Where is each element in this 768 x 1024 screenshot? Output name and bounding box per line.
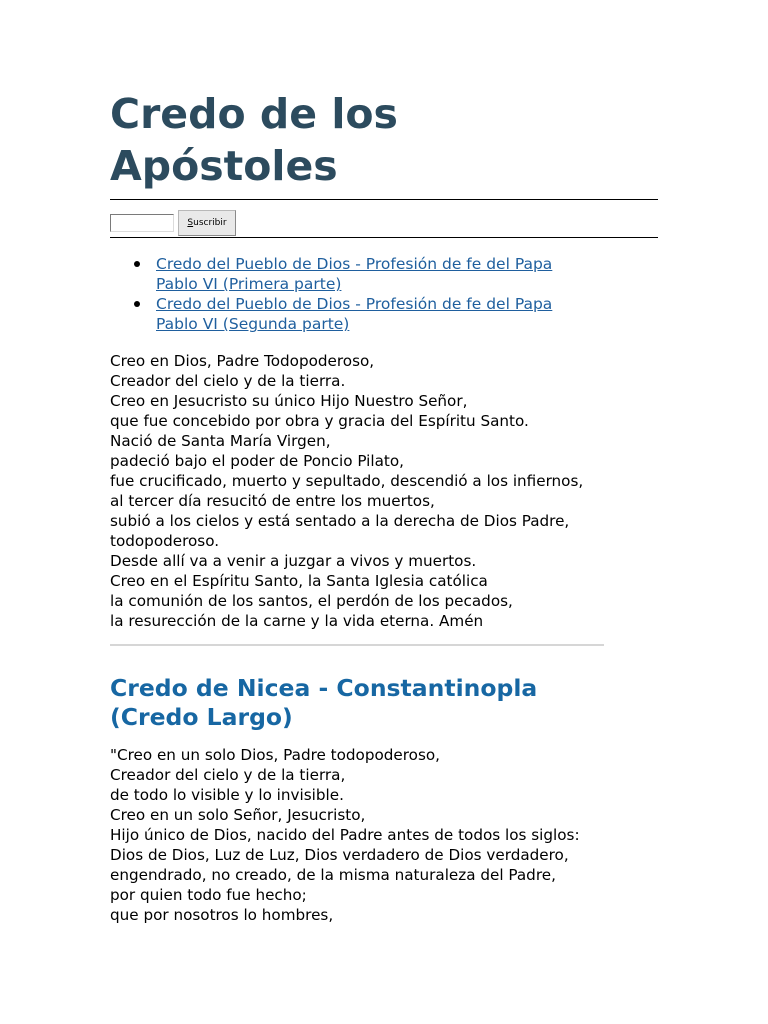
- creed-line: subió a los cielos y está sentado a la derecha de Dios Padre,: [110, 512, 570, 530]
- creed-line: "Creo en un solo Dios, Padre todopoderoso,: [110, 746, 440, 764]
- subscribe-email-input[interactable]: [110, 214, 174, 232]
- link-credo-pueblo-dios-primera[interactable]: [156, 255, 552, 293]
- creed-line: engendrado, no creado, de la misma naturaleza del Padre,: [110, 866, 556, 884]
- creed-line: Creador del cielo y de la tierra.: [110, 372, 346, 390]
- creed-line: padeció bajo el poder de Poncio Pilato,: [110, 452, 404, 470]
- subscribe-button-label: uscribir: [193, 218, 227, 228]
- section-separator: [110, 644, 604, 646]
- apostles-creed-text: [110, 351, 670, 631]
- creed-line: Creo en Jesucristo su único Hijo Nuestro Señor,: [110, 392, 468, 410]
- link-line-1: Credo del Pueblo de Dios - Profesión de fe del Papa: [156, 255, 553, 273]
- creed-line: que por nosotros lo hombres,: [110, 906, 334, 924]
- heading-line-1: Credo de Nicea - Constantinopla: [110, 674, 538, 702]
- creed-line: por quien todo fue hecho;: [110, 886, 307, 904]
- subscribe-button[interactable]: [178, 210, 236, 236]
- page-title-line-1: Credo de los: [110, 90, 398, 138]
- creed-line: al tercer día resucitó de entre los muertos,: [110, 492, 435, 510]
- related-links-list: [110, 254, 676, 334]
- creed-line: la resurección de la carne y la vida eterna. Amén: [110, 612, 484, 630]
- related-link-item: [156, 254, 676, 294]
- creed-line: fue crucificado, muerto y sepultado, descendió a los infiernos,: [110, 472, 584, 490]
- creed-line: Hijo único de Dios, nacido del Padre antes de todos los siglos:: [110, 826, 580, 844]
- heading-line-2: (Credo Largo): [110, 703, 293, 731]
- bullet-icon: [134, 261, 140, 267]
- creed-line: Creo en un solo Señor, Jesucristo,: [110, 806, 366, 824]
- bullet-icon: [134, 301, 140, 307]
- page-title-line-2: Apóstoles: [110, 142, 338, 190]
- creed-line: Creo en Dios, Padre Todopoderoso,: [110, 352, 375, 370]
- subscribe-button-accesskey: S: [187, 218, 194, 228]
- nicene-creed-text: [110, 745, 670, 925]
- creed-line: Dios de Dios, Luz de Luz, Dios verdadero de Dios verdadero,: [110, 846, 569, 864]
- creed-line: todopoderoso.: [110, 532, 220, 550]
- creed-line: de todo lo visible y lo invisible.: [110, 786, 344, 804]
- link-line-2: Pablo VI (Segunda parte): [156, 315, 350, 333]
- creed-line: Desde allí va a venir a juzgar a vivos y muertos.: [110, 552, 477, 570]
- link-line-2: Pablo VI (Primera parte): [156, 275, 342, 293]
- creed-line: Nació de Santa María Virgen,: [110, 432, 331, 450]
- related-link-item: [156, 294, 676, 334]
- link-credo-pueblo-dios-segunda[interactable]: [156, 295, 552, 333]
- creed-line: Creador del cielo y de la tierra,: [110, 766, 346, 784]
- creed-line: que fue concebido por obra y gracia del Espíritu Santo.: [110, 412, 529, 430]
- link-line-1: Credo del Pueblo de Dios - Profesión de fe del Papa: [156, 295, 553, 313]
- top-divider: [110, 199, 658, 200]
- nicene-creed-heading: [110, 674, 658, 732]
- bottom-divider: [110, 237, 658, 238]
- creed-line: la comunión de los santos, el perdón de los pecados,: [110, 592, 513, 610]
- page-title: [110, 88, 658, 192]
- creed-line: Creo en el Espíritu Santo, la Santa Iglesia católica: [110, 572, 488, 590]
